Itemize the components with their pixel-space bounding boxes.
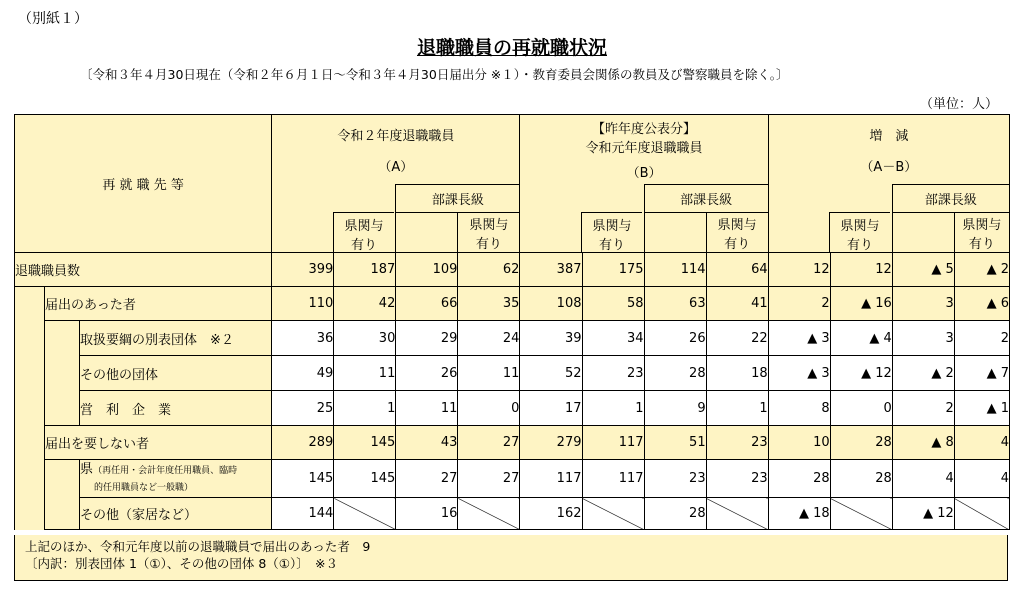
cell: 25 (272, 391, 334, 426)
page-title: 退職職員の再就職状況 (416, 37, 607, 59)
cell-slash (582, 498, 644, 530)
header-group-a (272, 115, 520, 185)
cell: 108 (520, 287, 582, 321)
pref-line2: 有り (846, 238, 873, 253)
header-b-dept-blank (644, 213, 706, 253)
pref-line1: 県関与 (840, 219, 880, 234)
cell: 3 (892, 287, 954, 321)
row-label: その他（家居など） (80, 498, 272, 530)
cell: 24 (458, 321, 520, 356)
cell: 12 (830, 253, 892, 287)
header-c-dept-blank (892, 213, 954, 253)
cell: 144 (272, 498, 334, 530)
cell: ▲ 4 (830, 321, 892, 356)
table-row (15, 253, 1010, 287)
cell: 1 (582, 391, 644, 426)
cell: 64 (706, 253, 768, 287)
cell: 27 (458, 426, 520, 460)
cell: 2 (768, 287, 830, 321)
header-a-dept-pref (458, 213, 520, 253)
unit-label: （単位：人） (919, 97, 998, 112)
header-a-dept: 部課長級 (396, 185, 520, 213)
header-group-b-note: 【昨年度公表分】 (592, 122, 697, 137)
pref-line2: 有り (350, 238, 377, 253)
cell: 34 (582, 321, 644, 356)
cell: 4 (892, 460, 954, 498)
row-label: 退職職員数 (15, 253, 272, 287)
header-a-dept-blank (396, 213, 458, 253)
cell: 109 (396, 253, 458, 287)
cell-slash (458, 498, 520, 530)
header-group-b (520, 115, 768, 185)
row-label-note: 的任用職員など一般職） (94, 482, 194, 493)
cell-slash (954, 498, 1009, 530)
cell: 8 (768, 391, 830, 426)
cell: 117 (520, 460, 582, 498)
cell-slash (334, 498, 396, 530)
cell: 289 (272, 426, 334, 460)
cell: 2 (892, 391, 954, 426)
table-row (15, 460, 1010, 498)
cell: 27 (396, 460, 458, 498)
cell: 49 (272, 356, 334, 391)
table-row (15, 356, 1010, 391)
cell: 110 (272, 287, 334, 321)
cell: 114 (644, 253, 706, 287)
cell: ▲ 5 (892, 253, 954, 287)
cell: 0 (830, 391, 892, 426)
cell: 11 (334, 356, 396, 391)
indent-cell (45, 321, 80, 426)
cell: 42 (334, 287, 396, 321)
header-group-b-title: 令和元年度退職職員 (585, 141, 703, 156)
cell: ▲ 7 (954, 356, 1009, 391)
header-group-c-title: 増 減 (869, 128, 909, 144)
cell: 26 (644, 321, 706, 356)
cell: 11 (396, 391, 458, 426)
cell: 387 (520, 253, 582, 287)
cell: ▲ 12 (830, 356, 892, 391)
cell: 3 (892, 321, 954, 356)
subtitle: 〔令和３年４月30日現在（令和２年６月１日～令和３年４月30日届出分 ※１）・教育委員会関係の教員及び警察職員を除く。〕 (80, 67, 789, 82)
table-row (15, 426, 1010, 460)
header-b-pref (581, 212, 642, 252)
table-row (15, 321, 1010, 356)
cell: 279 (520, 426, 582, 460)
cell: 62 (458, 253, 520, 287)
cell: 23 (644, 460, 706, 498)
cell: 145 (334, 426, 396, 460)
cell: 1 (706, 391, 768, 426)
cell: 4 (954, 460, 1009, 498)
cell: ▲ 6 (954, 287, 1009, 321)
table-row (15, 391, 1010, 426)
table-row (15, 498, 1010, 530)
reemployment-table (14, 114, 1010, 530)
cell: 0 (458, 391, 520, 426)
row-label (80, 460, 272, 498)
pref-line1: 県関与 (592, 219, 632, 234)
cell: 162 (520, 498, 582, 530)
cell: 18 (706, 356, 768, 391)
row-label: 取扱要綱の別表団体 ※２ (80, 321, 272, 356)
cell: ▲ 8 (892, 426, 954, 460)
cell: 4 (954, 426, 1009, 460)
cell: 17 (520, 391, 582, 426)
row-label: 営 利 企 業 (80, 391, 272, 426)
cell: 28 (644, 356, 706, 391)
cell: ▲ 18 (768, 498, 830, 530)
row-label: 届出のあった者 (45, 287, 272, 321)
cell-slash (706, 498, 768, 530)
cell: 23 (706, 426, 768, 460)
cell: ▲ 1 (954, 391, 1009, 426)
header-b-dept-pref (706, 213, 768, 253)
pref-line1: 県関与 (717, 217, 757, 233)
cell: 22 (706, 321, 768, 356)
cell: 58 (582, 287, 644, 321)
header-group-a-title: 令和２年度退職職員 (337, 128, 455, 144)
header-b-dept: 部課長級 (644, 185, 768, 213)
cell: ▲ 3 (768, 321, 830, 356)
indent-cell (15, 287, 45, 530)
row-label: その他の団体 (80, 356, 272, 391)
header-group-b-code: （B） (626, 166, 662, 181)
header-corner: 再 就 職 先 等 (15, 115, 272, 253)
cell: 16 (396, 498, 458, 530)
cell: 10 (768, 426, 830, 460)
cell: 145 (334, 460, 396, 498)
pref-line2: 有り (724, 236, 751, 252)
cell: 28 (644, 498, 706, 530)
row-label-note: （再任用・会計年度任用職員、臨時 (93, 466, 238, 477)
footer-line2: 〔内訳：別表団体 1（①）、その他の団体 8（①）〕 ※３ (25, 555, 338, 571)
pref-line1: 県関与 (962, 217, 1002, 233)
cell: 11 (458, 356, 520, 391)
header-c-dept-pref (954, 213, 1009, 253)
cell: 117 (582, 460, 644, 498)
cell: 175 (582, 253, 644, 287)
cell: ▲ 2 (892, 356, 954, 391)
cell: 399 (272, 253, 334, 287)
cell: 117 (582, 426, 644, 460)
cell: 28 (830, 460, 892, 498)
cell: 12 (768, 253, 830, 287)
cell: 145 (272, 460, 334, 498)
header-group-a-code: （A） (378, 159, 414, 175)
header-group-c (768, 115, 1009, 185)
cell: 51 (644, 426, 706, 460)
cell: 27 (458, 460, 520, 498)
cell: 187 (334, 253, 396, 287)
cell: 29 (396, 321, 458, 356)
header-c-pref (829, 212, 890, 252)
cell: 23 (582, 356, 644, 391)
pref-line2: 有り (598, 238, 625, 253)
cell: 1 (334, 391, 396, 426)
pref-line1: 県関与 (344, 219, 384, 234)
cell: 35 (458, 287, 520, 321)
row-label: 届出を要しない者 (45, 426, 272, 460)
cell: ▲ 16 (830, 287, 892, 321)
cell: 28 (830, 426, 892, 460)
header-a-pref (333, 212, 394, 252)
cell: ▲ 2 (954, 253, 1009, 287)
footer-line1: 上記のほか、令和元年度以前の退職職員で届出のあった者 9 (25, 539, 371, 554)
pref-line2: 有り (475, 236, 502, 252)
cell: 2 (954, 321, 1009, 356)
cell: ▲ 12 (892, 498, 954, 530)
cell: 36 (272, 321, 334, 356)
cell: 23 (706, 460, 768, 498)
footer-note (14, 535, 1008, 581)
cell: ▲ 3 (768, 356, 830, 391)
cell: 30 (334, 321, 396, 356)
cell: 26 (396, 356, 458, 391)
header-c-dept: 部課長級 (892, 185, 1009, 213)
cell: 9 (644, 391, 706, 426)
row-label-main: 県 (80, 462, 94, 478)
table-row (15, 287, 1010, 321)
cell: 52 (520, 356, 582, 391)
indent-cell (45, 460, 80, 530)
cell: 41 (706, 287, 768, 321)
header-group-c-code: （A－B） (860, 159, 918, 175)
cell: 43 (396, 426, 458, 460)
cell: 66 (396, 287, 458, 321)
cell: 28 (768, 460, 830, 498)
pref-line2: 有り (968, 236, 995, 252)
cell-slash (830, 498, 892, 530)
cell: 63 (644, 287, 706, 321)
cell: 39 (520, 321, 582, 356)
attachment-label: （別紙１） (18, 11, 88, 27)
pref-line1: 県関与 (469, 217, 509, 233)
